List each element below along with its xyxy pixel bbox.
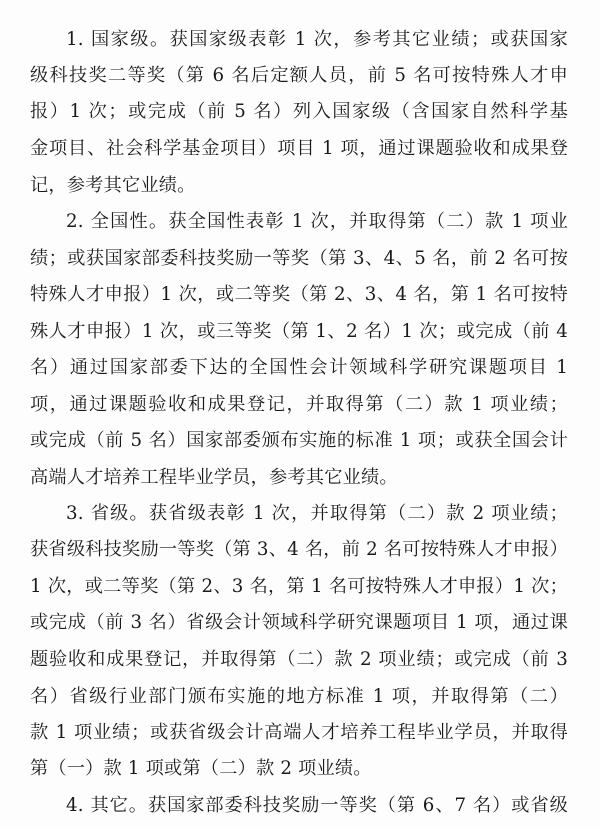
text-line: 1 次，或二等奖（第 2、3 名，第 1 名可按特殊人才申报）1 次； [30,576,568,597]
text-line: 金项目、社会科学基金项目）项目 1 项，通过课题验收和成果登 [30,138,568,159]
text-line: 特殊人才申报）1 次，或二等奖（第 2、3、4 名，第 1 名可按特 [30,284,568,305]
text-line: 绩；或获国家部委科技奖励一等奖（第 3、4、5 名，前 2 名可按 [30,248,568,269]
text-line: 名）省级行业部门颁布实施的地方标准 1 项，并取得第（二） [30,686,568,707]
text-line: 1. 国家级。获国家级表彰 1 次，参考其它业绩；或获国家 [66,29,568,50]
text-line: 级科技奖二等奖（第 6 名后定额人员，前 5 名可按特殊人才申 [30,65,568,86]
text-line: 项，通过课题验收和成果登记，并取得第（二）款 1 项业绩； [30,394,568,415]
text-line: 获省级科技奖励一等奖（第 3、4 名，前 2 名可按特殊人才申报） [30,539,568,560]
text-line: 或完成（前 3 名）省级会计领域科学研究课题项目 1 项，通过课 [30,612,568,633]
text-line: 第（一）款 1 项或第（二）款 2 项业绩。 [30,758,372,779]
text-line: 报）1 次；或完成（前 5 名）列入国家级（含国家自然科学基 [30,101,568,122]
text-line: 或完成（前 5 名）国家部委颁布实施的标准 1 项；或获全国会计 [30,430,568,451]
text-line: 高端人才培养工程毕业学员，参考其它业绩。 [30,467,398,488]
text-line: 2. 全国性。获全国性表彰 1 次，并取得第（二）款 1 项业 [66,211,568,232]
text-line: 题验收和成果登记，并取得第（二）款 2 项业绩；或完成（前 3 [30,649,568,670]
text-line: 款 1 项业绩；或获省级会计高端人才培养工程毕业学员，并取得 [30,722,568,743]
text-line: 3. 省级。获省级表彰 1 次，并取得第（二）款 2 项业绩； [66,503,568,524]
text-line: 记，参考其它业绩。 [30,175,196,196]
text-line: 殊人才申报）1 次，或三等奖（第 1、2 名）1 次；或完成（前 4 [30,321,568,342]
text-line: 4. 其它。获国家部委科技奖励一等奖（第 6、7 名）或省级 [66,795,568,816]
text-line: 名）通过国家部委下达的全国性会计领域科学研究课题项目 1 [30,357,568,378]
